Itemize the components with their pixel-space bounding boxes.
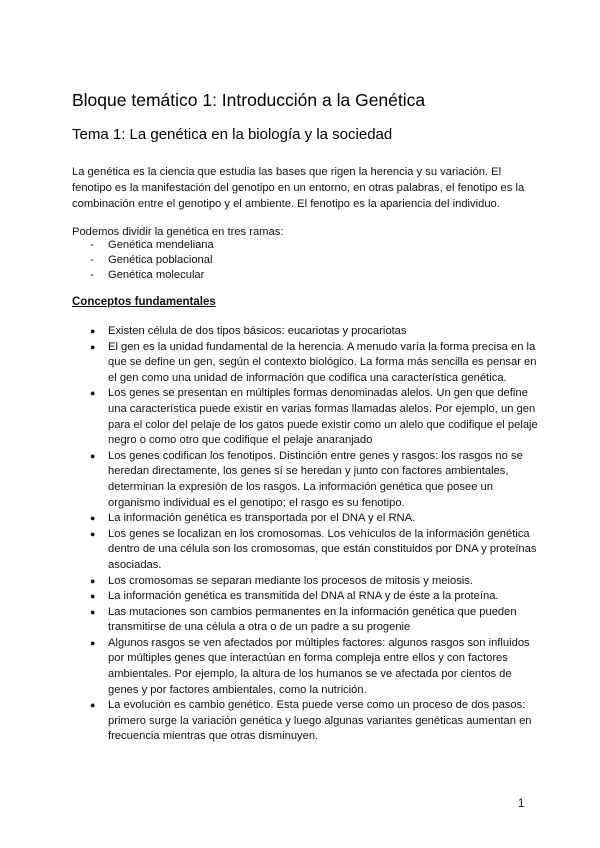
heading-topic-title: Tema 1: La genética en la biología y la sociedad	[72, 126, 393, 143]
list-item: ● La información genética es transmitida del DNA al RNA y de éste a la proteína.	[90, 589, 540, 605]
list-item: - Genética mendeliana	[90, 239, 214, 251]
branches-intro: Podemos dividir la genética en tres ramas:	[72, 226, 284, 238]
bullet-icon: ●	[90, 341, 96, 352]
bullet-icon: ●	[90, 575, 96, 586]
list-item: ● Los genes se localizan en los cromosomas. Los vehículos de la información genética dentro de una célula son los cromosomas, que están constituidos por DNA y proteínas asociadas.	[90, 527, 537, 571]
bullet-icon: ●	[90, 606, 96, 617]
list-item: ● El gen es la unidad fundamental de la herencia. A menudo varía la forma precisa en la que se define un gen, según el contexto biológico. La forma más sencilla es pensar en el gen como una unidad de información que codifica una característica genética.	[90, 340, 537, 384]
list-item: - Genética poblacional	[90, 254, 213, 266]
list-item: - Genética molecular	[90, 269, 205, 281]
list-item: ● Algunos rasgos se ven afectados por múltiples factores: algunos rasgos son influidos por múltiples genes que interactúan en forma compleja entre ellos y con factores ambientales. Por ejemplo, la altura de los humanos se ve afectada por cientos de genes y por factores ambientales, como la nutrición.	[90, 636, 530, 696]
bullet-icon: ●	[90, 388, 96, 399]
bullet-icon: ●	[90, 513, 96, 524]
intro-paragraph: La genética es la ciencia que estudia las bases que rigen la herencia y su variación. El fenotipo es la manifestación del genotipo en un entorno, en otras palabras, el fenotipo es la combinación entre el genotipo y el ambiente. El fenotipo es la apariencia del individuo.	[72, 166, 525, 210]
heading-block-title: Bloque temático 1: Introducción a la Genética	[72, 90, 426, 110]
concepts-list	[90, 324, 540, 745]
branches-list	[90, 238, 214, 283]
list-item: ● Existen célula de dos tipos básicos: eucariotas y procariotas	[90, 324, 540, 340]
bullet-icon: ●	[90, 528, 96, 539]
list-item: ● Los cromosomas se separan mediante los procesos de mitosis y meiosis.	[90, 574, 540, 590]
list-item: ● La información genética es transportada por el DNA y el RNA.	[90, 511, 540, 527]
dash-marker: -	[90, 239, 94, 251]
bullet-icon: ●	[90, 326, 96, 336]
list-item: ● Los genes codifican los fenotipos. Distinción entre genes y rasgos: los rasgos no se heredan directamente, los genes sí se heredan y junto con factores ambientales, determinan la expresión de los rasgos. La información genética que posee un organismo individual es el genotipo; el rasgo es su fenotipo.	[90, 449, 523, 509]
list-item: ● Los genes se presentan en múltiples formas denominadas alelos. Un gen que define una característica puede existir en varias formas llamadas alelos. Por ejemplo, un gen para el color del pelaje de los gatos puede existir como un alelo que codifique el pelaje negro o como otro que codifique el pelaje anaranjado	[90, 387, 538, 447]
list-item: ● Las mutaciones son cambios permanentes en la información genética que pueden transmitirse de una célula a otra o de un padre a su progenie	[90, 605, 517, 634]
page-number: 1	[518, 798, 525, 810]
bullet-icon: ●	[90, 591, 96, 602]
bullet-icon: ●	[90, 700, 96, 711]
list-item: ● La evolución es cambio genético. Esta puede verse como un proceso de dos pasos: primero surge la variación genética y luego algunas variantes genéticas aumentan en frecuencia mientras que otras disminuyen.	[90, 699, 532, 743]
bullet-icon: ●	[90, 637, 96, 648]
section-title-concepts: Conceptos fundamentales	[72, 296, 216, 308]
bullet-icon: ●	[90, 450, 96, 461]
dash-marker: -	[90, 254, 94, 266]
dash-marker: -	[90, 269, 94, 281]
